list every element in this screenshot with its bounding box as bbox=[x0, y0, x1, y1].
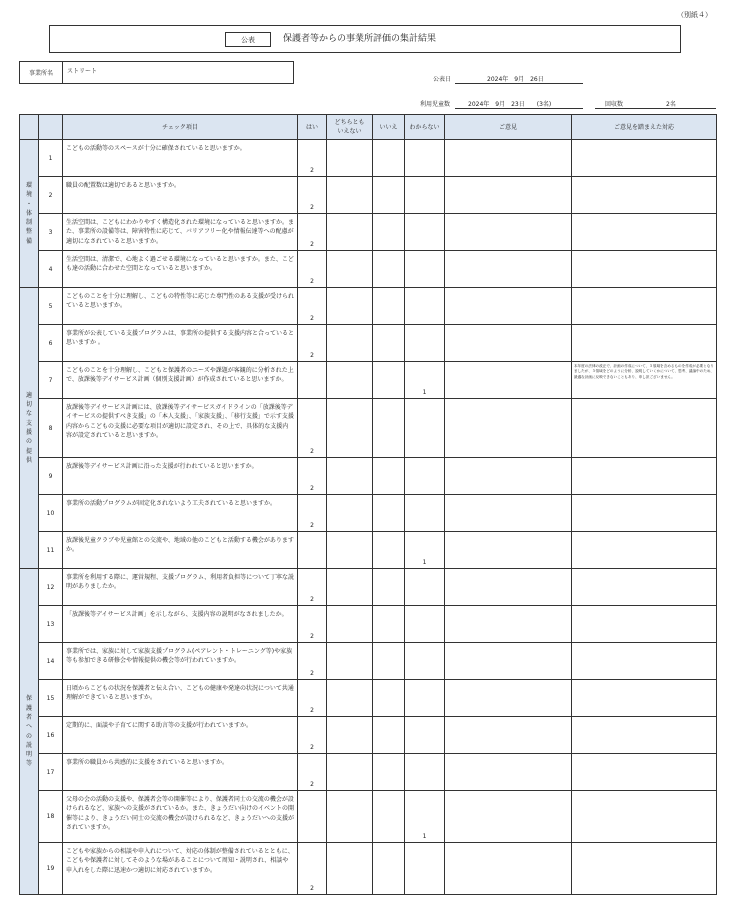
answer-unknown bbox=[405, 569, 445, 606]
opinion-cell bbox=[445, 532, 572, 569]
office-label: 事業所名 bbox=[20, 62, 63, 83]
item-question: 放課後児童クラブや児童館との交流や、地域の他のこどもと活動する機会がありますか。 bbox=[63, 532, 298, 569]
answer-neither bbox=[327, 843, 373, 895]
response-cell: 本年度の法律の改正で、計画の作成について、５領域を含めるものを作成が必要となりましたが、５領域をどのように分析、説明していくかについて、思考、議論中のため、最適な計画に反映できないこともあり、申し訳ございません。 bbox=[572, 362, 717, 399]
answer-unknown bbox=[405, 458, 445, 495]
publish-date: 2024年 9月 26日 bbox=[487, 76, 544, 83]
item-number: 7 bbox=[39, 362, 63, 399]
answer-yes: 2 bbox=[298, 140, 327, 177]
opinion-cell bbox=[445, 458, 572, 495]
item-question: 職員の配置数は適切であると思いますか。 bbox=[63, 177, 298, 214]
item-question: 事業所が公表している支援プログラムは、事業所の提供する支援内容と合っていると思いますか 。 bbox=[63, 325, 298, 362]
item-question: こどものことを十分に理解し、こどもの特性等に応じた専門性のある支援が受けられていると思いますか。 bbox=[63, 288, 298, 325]
category-label: 保 護 者 へ の 説 明 等 bbox=[20, 569, 39, 895]
page-title: 保護者等からの事業所評価の集計結果 bbox=[283, 34, 437, 44]
answer-no bbox=[373, 362, 405, 399]
opinion-cell bbox=[445, 214, 572, 251]
answer-unknown bbox=[405, 717, 445, 754]
answer-no bbox=[373, 569, 405, 606]
answer-unknown bbox=[405, 843, 445, 895]
answer-neither bbox=[327, 325, 373, 362]
response-cell bbox=[572, 791, 717, 843]
opinion-cell bbox=[445, 251, 572, 288]
answer-yes: 2 bbox=[298, 606, 327, 643]
response-cell bbox=[572, 399, 717, 458]
answer-neither bbox=[327, 362, 373, 399]
answer-no bbox=[373, 251, 405, 288]
response-cell bbox=[572, 325, 717, 362]
header-number bbox=[39, 115, 63, 140]
item-number: 16 bbox=[39, 717, 63, 754]
table-row bbox=[20, 177, 717, 214]
table-row bbox=[20, 399, 717, 458]
answer-unknown: 1 bbox=[405, 532, 445, 569]
answer-no bbox=[373, 532, 405, 569]
opinion-cell bbox=[445, 680, 572, 717]
answer-yes: 2 bbox=[298, 288, 327, 325]
table-row bbox=[20, 606, 717, 643]
users-underline bbox=[455, 108, 583, 109]
publish-badge: 公表 bbox=[225, 32, 271, 47]
response-cell bbox=[572, 214, 717, 251]
opinion-cell bbox=[445, 325, 572, 362]
header-yes: はい bbox=[298, 115, 327, 140]
answer-unknown bbox=[405, 495, 445, 532]
publish-date-label: 公表日 bbox=[433, 76, 452, 83]
category-label: 環 境 ・ 体 制 整 備 bbox=[20, 140, 39, 288]
item-question: こどものことを十分理解し、こどもと保護者のニーズや課題が客観的に分析された上で、放課後等デイサービス計画（個別支援計画）が作成されていると思いますか。 bbox=[63, 362, 298, 399]
response-cell bbox=[572, 177, 717, 214]
opinion-cell bbox=[445, 362, 572, 399]
table-row bbox=[20, 791, 717, 843]
table-row bbox=[20, 362, 717, 399]
item-number: 5 bbox=[39, 288, 63, 325]
response-cell bbox=[572, 843, 717, 895]
answer-yes: 2 bbox=[298, 754, 327, 791]
answer-neither bbox=[327, 569, 373, 606]
response-cell bbox=[572, 643, 717, 680]
users-value: 2024年 9月 23日 (3名) bbox=[468, 101, 552, 108]
item-question: こどもや家族からの相談や申入れについて、対応の体制が整備されているとともに、こどもや保護者に対してそのような場があることについて周知・説明され、相談や申入れをした際に迅速かつ適切に対応されていますか。 bbox=[63, 843, 298, 895]
answer-yes bbox=[298, 532, 327, 569]
item-question: 事業所の活動プログラムが固定化されないよう工夫されていると思いますか。 bbox=[63, 495, 298, 532]
item-number: 11 bbox=[39, 532, 63, 569]
item-question: 事業所の職員から共感的に支援をされていると思いますか。 bbox=[63, 754, 298, 791]
answer-neither bbox=[327, 288, 373, 325]
answer-no bbox=[373, 680, 405, 717]
table-row bbox=[20, 643, 717, 680]
item-number: 19 bbox=[39, 843, 63, 895]
item-question: こどもの活動等のスペースが十分に確保されていると思いますか。 bbox=[63, 140, 298, 177]
answer-no bbox=[373, 177, 405, 214]
publish-date-underline bbox=[455, 83, 583, 84]
answer-no bbox=[373, 458, 405, 495]
answer-unknown bbox=[405, 606, 445, 643]
answer-neither bbox=[327, 140, 373, 177]
opinion-cell bbox=[445, 177, 572, 214]
item-number: 12 bbox=[39, 569, 63, 606]
table-row bbox=[20, 288, 717, 325]
answer-neither bbox=[327, 251, 373, 288]
answer-no bbox=[373, 843, 405, 895]
answer-neither bbox=[327, 754, 373, 791]
answer-unknown bbox=[405, 754, 445, 791]
item-number: 10 bbox=[39, 495, 63, 532]
answer-yes: 2 bbox=[298, 717, 327, 754]
answer-no bbox=[373, 791, 405, 843]
answer-neither bbox=[327, 791, 373, 843]
answer-unknown bbox=[405, 214, 445, 251]
annex-label: （別紙４） bbox=[677, 11, 712, 19]
item-question: 事業所では、家族に対して家族支援プログラム(ペアレント・トレーニング等)や家族等も参加できる研修会や情報提供の機会等が行われていますか。 bbox=[63, 643, 298, 680]
answer-yes: 2 bbox=[298, 843, 327, 895]
header-category bbox=[20, 115, 39, 140]
header-no: いいえ bbox=[373, 115, 405, 140]
response-cell bbox=[572, 569, 717, 606]
response-cell bbox=[572, 606, 717, 643]
opinion-cell bbox=[445, 495, 572, 532]
answer-no bbox=[373, 325, 405, 362]
response-cell bbox=[572, 532, 717, 569]
opinion-cell bbox=[445, 140, 572, 177]
table-row bbox=[20, 532, 717, 569]
answer-neither bbox=[327, 399, 373, 458]
category-label: 適 切 な 支 援 の 提 供 bbox=[20, 288, 39, 569]
answer-no bbox=[373, 214, 405, 251]
answer-yes: 2 bbox=[298, 495, 327, 532]
table-row bbox=[20, 458, 717, 495]
header-check-item: チェック項目 bbox=[63, 115, 298, 140]
item-question: 「放課後等デイサービス計画」を示しながら、支援内容の説明がなされましたか。 bbox=[63, 606, 298, 643]
header-row bbox=[20, 115, 717, 140]
response-cell bbox=[572, 140, 717, 177]
answer-no bbox=[373, 754, 405, 791]
opinion-cell bbox=[445, 288, 572, 325]
response-cell bbox=[572, 717, 717, 754]
table-row bbox=[20, 214, 717, 251]
table-row bbox=[20, 754, 717, 791]
item-question: 生活空間は、清潔で、心地よく過ごせる環境になっていると思いますか。また、こども達の活動に合わせた空間となっていると思いますか。 bbox=[63, 251, 298, 288]
office-name: ストリート bbox=[67, 68, 98, 75]
answer-yes: 2 bbox=[298, 680, 327, 717]
table-row bbox=[20, 680, 717, 717]
answer-unknown: 1 bbox=[405, 362, 445, 399]
item-question: 放課後等デイサービス計画には、放課後等デイサービスガイドラインの「放課後等デイサービスの提供すべき支援」の「本人支援」、「家族支援」、「移行支援」で示す支援内容からこどもの支援に必要な項目が適切に設定され、その上で、具体的な支援内容が設定されていると思いますか。 bbox=[63, 399, 298, 458]
item-question: 放課後等デイサービス計画に沿った支援が行われていると思いますか。 bbox=[63, 458, 298, 495]
answer-no bbox=[373, 606, 405, 643]
item-question: 事業所を利用する際に、運営規程、支援プログラム、利用者負担等について丁寧な説明がありましたか。 bbox=[63, 569, 298, 606]
answer-no bbox=[373, 643, 405, 680]
answer-unknown bbox=[405, 325, 445, 362]
collected-underline bbox=[595, 108, 716, 109]
answer-unknown bbox=[405, 399, 445, 458]
opinion-cell bbox=[445, 754, 572, 791]
item-question: 定期的に、面談や子育てに関する助言等の支援が行われていますか。 bbox=[63, 717, 298, 754]
item-number: 14 bbox=[39, 643, 63, 680]
table-row bbox=[20, 251, 717, 288]
table-row bbox=[20, 569, 717, 606]
answer-yes bbox=[298, 362, 327, 399]
opinion-cell bbox=[445, 606, 572, 643]
item-number: 1 bbox=[39, 140, 63, 177]
users-label: 利用児童数 bbox=[420, 101, 451, 108]
item-number: 2 bbox=[39, 177, 63, 214]
evaluation-table bbox=[19, 114, 717, 895]
header-opinion: ご意見 bbox=[445, 115, 572, 140]
item-question: 日頃からこどもの状況を保護者と伝え合い、こどもの健康や発達の状況について共通理解ができていると思いますか。 bbox=[63, 680, 298, 717]
opinion-cell bbox=[445, 843, 572, 895]
item-question: 父母の会の活動の支援や、保護者会等の開催等により、保護者同士の交流の機会が設けられるなど、家族への支援がされているか。また、きょうだい向けのイベントの開催等により、きょうだい同士の交流の機会が設けられるなど、きょうだいへの支援がされていますか。 bbox=[63, 791, 298, 843]
table-row bbox=[20, 717, 717, 754]
collected-label: 回収数 bbox=[605, 101, 624, 108]
item-question: 生活空間は、こどもにわかりやすく構造化された環境になっていると思いますか。また、事業所の設備等は、障害特性に応じて、バリアフリー化や情報伝達等への配慮が適切になされていると思いますか。 bbox=[63, 214, 298, 251]
answer-unknown bbox=[405, 643, 445, 680]
response-cell bbox=[572, 495, 717, 532]
table-row bbox=[20, 843, 717, 895]
header-neither: どちらとも いえない bbox=[327, 115, 373, 140]
answer-neither bbox=[327, 606, 373, 643]
answer-neither bbox=[327, 495, 373, 532]
item-number: 13 bbox=[39, 606, 63, 643]
response-cell bbox=[572, 251, 717, 288]
answer-yes: 2 bbox=[298, 569, 327, 606]
title-box bbox=[49, 25, 681, 53]
answer-neither bbox=[327, 214, 373, 251]
answer-neither bbox=[327, 643, 373, 680]
answer-unknown bbox=[405, 251, 445, 288]
answer-no bbox=[373, 288, 405, 325]
item-number: 17 bbox=[39, 754, 63, 791]
answer-yes: 2 bbox=[298, 325, 327, 362]
collected-value: 2名 bbox=[666, 101, 676, 108]
answer-yes: 2 bbox=[298, 399, 327, 458]
header-response: ご意見を踏まえた対応 bbox=[572, 115, 717, 140]
answer-unknown bbox=[405, 288, 445, 325]
response-cell bbox=[572, 458, 717, 495]
office-box bbox=[19, 61, 294, 84]
response-cell bbox=[572, 754, 717, 791]
answer-unknown bbox=[405, 140, 445, 177]
answer-neither bbox=[327, 177, 373, 214]
answer-yes: 2 bbox=[298, 214, 327, 251]
response-cell bbox=[572, 680, 717, 717]
answer-yes: 2 bbox=[298, 458, 327, 495]
answer-no bbox=[373, 399, 405, 458]
answer-yes: 2 bbox=[298, 251, 327, 288]
answer-no bbox=[373, 717, 405, 754]
item-number: 4 bbox=[39, 251, 63, 288]
answer-unknown bbox=[405, 177, 445, 214]
header-unknown: わからない bbox=[405, 115, 445, 140]
answer-unknown: 1 bbox=[405, 791, 445, 843]
opinion-cell bbox=[445, 399, 572, 458]
answer-neither bbox=[327, 532, 373, 569]
answer-unknown bbox=[405, 680, 445, 717]
item-number: 9 bbox=[39, 458, 63, 495]
item-number: 3 bbox=[39, 214, 63, 251]
item-number: 8 bbox=[39, 399, 63, 458]
answer-neither bbox=[327, 680, 373, 717]
item-number: 6 bbox=[39, 325, 63, 362]
opinion-cell bbox=[445, 569, 572, 606]
answer-yes: 2 bbox=[298, 177, 327, 214]
answer-yes: 2 bbox=[298, 643, 327, 680]
table-row bbox=[20, 495, 717, 532]
item-number: 18 bbox=[39, 791, 63, 843]
answer-neither bbox=[327, 717, 373, 754]
opinion-cell bbox=[445, 643, 572, 680]
opinion-cell bbox=[445, 717, 572, 754]
response-cell bbox=[572, 288, 717, 325]
table-row bbox=[20, 325, 717, 362]
answer-no bbox=[373, 140, 405, 177]
table-row bbox=[20, 140, 717, 177]
opinion-cell bbox=[445, 791, 572, 843]
answer-no bbox=[373, 495, 405, 532]
item-number: 15 bbox=[39, 680, 63, 717]
answer-yes bbox=[298, 791, 327, 843]
answer-neither bbox=[327, 458, 373, 495]
